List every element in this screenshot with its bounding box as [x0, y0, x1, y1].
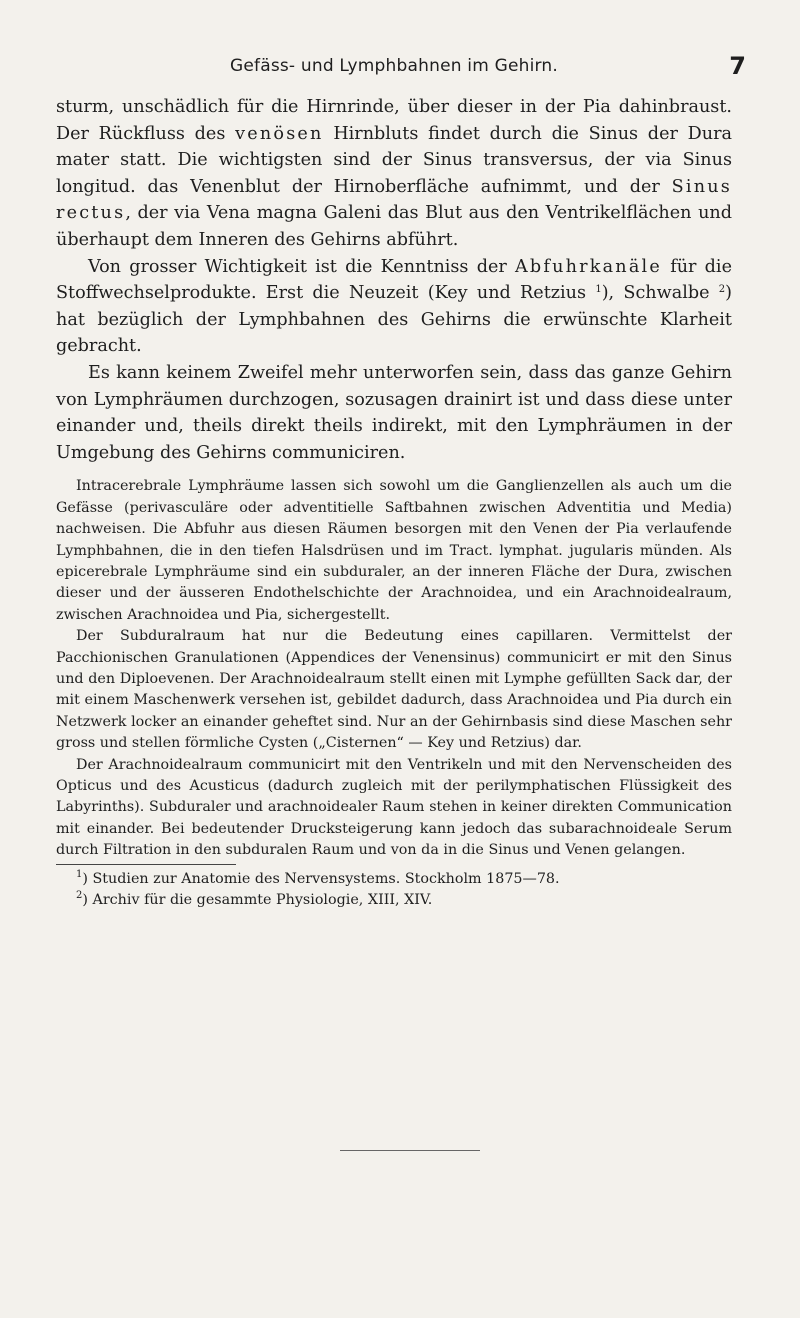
- footnote-divider: [56, 864, 236, 865]
- page-number: 7: [729, 52, 746, 80]
- footnote-2: $^2$) Archiv für die gesammte Physiologie, XIII, XIV.: [76, 889, 433, 908]
- footnote-1: $^1$) Studien zur Anatomie des Nervensystems. Stockholm 1875—78.: [76, 868, 560, 887]
- paragraph-2: Von grosser Wichtigkeit ist die Kenntniss der Abfuhrkanäle für die Stoffwechselprodukte. Erst die Neuzeit (Key und Retzius $^1$), Schwalbe $^2$) hat bezüglich der Lymphbahnen des Gehirns die erwünschte Klarheit gebracht.: [56, 256, 732, 357]
- footnotes: [56, 869, 732, 911]
- small-paragraph-1: Intracerebrale Lymphräume lassen sich sowohl um die Ganglienzellen als auch um die Gefässe (perivasculäre oder adventitielle Saftbahnen zwischen Adventitia und Media) nachweisen. Die Abfuhr aus diesen Räumen besorgen mit den Venen der Pia verlaufende Lymphbahnen, die in den tiefen Halsdrüsen und im Tract. lymphat. jugularis münden. Als epicerebrale Lymphräume sind ein subduraler, an der inneren Fläche der Dura, zwischen dieser und der äusseren Endothelschichte der Arachnoidea, und ein Arachnoidealraum, zwischen Arachnoidea und Pia, sichergestellt.: [56, 478, 732, 623]
- small-paragraph-3: Der Arachnoidealraum communicirt mit den Ventrikeln und mit den Nervenscheiden des Opticus und des Acusticus (dadurch zugleich mit der perilymphatischen Flüssigkeit des Labyrinths). Subduraler und arachnoidealer Raum stehen in keiner direkten Communication mit einander. Bei bedeutender Drucksteigerung kann jedoch das subarachnoideale Serum durch Filtration in den subduralen Raum und von da in die Sinus und Venen gelangen.: [56, 756, 732, 859]
- main-text: [56, 94, 732, 466]
- emphasis-sinus-rectus: Sinus rectus: [56, 176, 732, 224]
- small-paragraph-2: Der Subduralraum hat nur die Bedeutung eines capillaren. Vermittelst der Pacchionischen Granulationen (Appendices der Venensinus) communicirt er mit den Sinus und den Diploevenen. Der Arachnoidealraum stellt einen mit Lymphe gefüllten Sack dar, der mit einem Maschenwerk versehen ist, gebildet dadurch, dass Arachnoidea und Pia durch ein Netzwerk locker an einander geheftet sind. Nur an der Gehirnbasis sind diese Maschen sehr gross und stellen förmliche Cysten („Cisternen“ — Key und Retzius) dar.: [56, 628, 732, 752]
- emphasis-venoesen: venösen: [235, 123, 324, 144]
- small-print-section: [56, 476, 732, 861]
- bottom-rule: [340, 1150, 480, 1151]
- paragraph-3: Es kann keinem Zweifel mehr unterworfen sein, dass das ganze Gehirn von Lymphräumen durchzogen, sozusagen drainirt ist und dass diese unter einander und, theils direkt theils indirekt, mit den Lymphräumen in der Umgebung des Gehirns communiciren.: [56, 362, 732, 463]
- footnote-ref-2: 2: [718, 284, 726, 296]
- paragraph-1: sturm, unschädlich für die Hirnrinde, über dieser in der Pia dahinbraust. Der Rückfluss des venösen Hirnbluts findet durch die Sinus der Dura mater statt. Die wichtigsten sind der Sinus transversus, der via Sinus longitud. das Venenblut der Hirnoberfläche aufnimmt, und der Sinus rectus, der via Vena magna Galeni das Blut aus den Ventrikelflächen und überhaupt dem Inneren des Gehirns abführt.: [56, 97, 732, 250]
- book-page: [56, 50, 746, 911]
- footnote-ref-1: 1: [595, 284, 602, 296]
- running-head: Gefäss- und Lymphbahnen im Gehirn.: [229, 56, 558, 76]
- emphasis-abfuhrkanaele: Abfuhrkanäle: [515, 256, 662, 277]
- page-header: [56, 50, 746, 84]
